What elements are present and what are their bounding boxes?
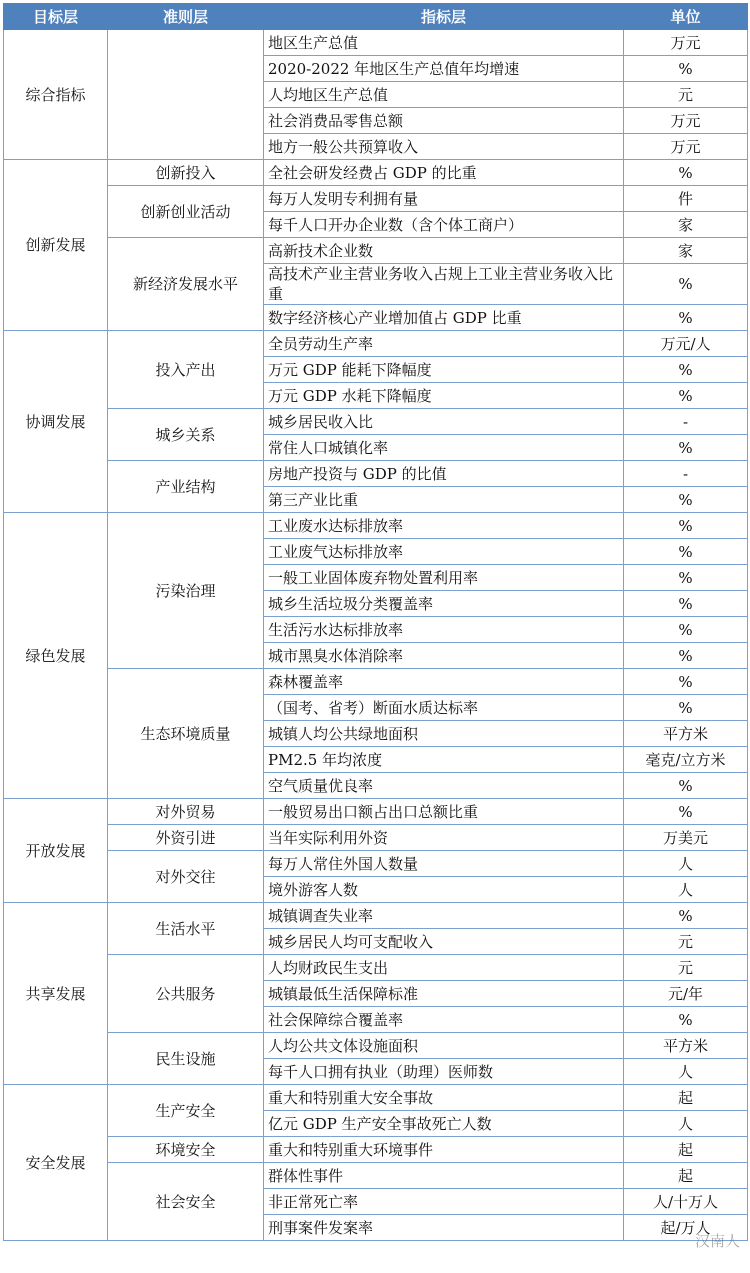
indicator-cell: 城镇最低生活保障标准 — [264, 981, 624, 1007]
unit-cell: % — [624, 773, 748, 799]
unit-cell: 件 — [624, 186, 748, 212]
unit-cell: 人 — [624, 851, 748, 877]
indicator-cell: 第三产业比重 — [264, 487, 624, 513]
indicator-cell: 人均财政民生支出 — [264, 955, 624, 981]
criteria-cell: 对外交往 — [108, 851, 264, 903]
criteria-cell: 污染治理 — [108, 513, 264, 669]
table-row — [4, 409, 748, 435]
table-row — [4, 331, 748, 357]
table-row — [4, 238, 748, 264]
criteria-cell: 对外贸易 — [108, 799, 264, 825]
table-row — [4, 669, 748, 695]
unit-cell: % — [624, 617, 748, 643]
indicator-cell: 刑事案件发案率 — [264, 1215, 624, 1241]
table-row — [4, 851, 748, 877]
indicator-cell: 重大和特别重大安全事故 — [264, 1085, 624, 1111]
unit-cell: 平方米 — [624, 1033, 748, 1059]
table-body — [4, 30, 748, 1241]
indicator-cell: 人均公共文体设施面积 — [264, 1033, 624, 1059]
unit-cell: 万美元 — [624, 825, 748, 851]
header-row — [4, 4, 748, 30]
unit-cell: 人 — [624, 1059, 748, 1085]
table-row — [4, 1085, 748, 1111]
unit-cell: 家 — [624, 238, 748, 264]
target-cell: 创新发展 — [4, 160, 108, 331]
criteria-cell: 环境安全 — [108, 1137, 264, 1163]
criteria-cell: 公共服务 — [108, 955, 264, 1033]
indicator-cell: 每万人常住外国人数量 — [264, 851, 624, 877]
target-cell: 开放发展 — [4, 799, 108, 903]
indicator-cell: 一般贸易出口额占出口总额比重 — [264, 799, 624, 825]
unit-cell: 人 — [624, 1111, 748, 1137]
table-row — [4, 186, 748, 212]
criteria-cell: 新经济发展水平 — [108, 238, 264, 331]
unit-cell: 毫克/立方米 — [624, 747, 748, 773]
unit-cell: % — [624, 56, 748, 82]
indicator-cell: 每万人发明专利拥有量 — [264, 186, 624, 212]
indicator-cell: 工业废水达标排放率 — [264, 513, 624, 539]
criteria-cell: 生产安全 — [108, 1085, 264, 1137]
indicator-cell: 2020-2022 年地区生产总值年均增速 — [264, 56, 624, 82]
target-cell: 安全发展 — [4, 1085, 108, 1241]
indicator-cell: 高新技术企业数 — [264, 238, 624, 264]
indicator-cell: 城镇调查失业率 — [264, 903, 624, 929]
indicator-cell: （国考、省考）断面水质达标率 — [264, 695, 624, 721]
indicator-cell: 全员劳动生产率 — [264, 331, 624, 357]
indicator-cell: 常住人口城镇化率 — [264, 435, 624, 461]
unit-cell: % — [624, 160, 748, 186]
watermark: 汉南人 — [694, 1232, 740, 1250]
indicator-cell: 地方一般公共预算收入 — [264, 134, 624, 160]
table-row — [4, 955, 748, 981]
table-row — [4, 1163, 748, 1189]
table-row — [4, 461, 748, 487]
unit-cell: % — [624, 799, 748, 825]
indicator-cell: 社会保障综合覆盖率 — [264, 1007, 624, 1033]
unit-cell: 起 — [624, 1163, 748, 1189]
criteria-cell — [108, 30, 264, 160]
indicator-cell: 高技术产业主营业务收入占规上工业主营业务收入比重 — [264, 264, 624, 305]
indicator-cell: 城乡居民人均可支配收入 — [264, 929, 624, 955]
indicator-cell: 境外游客人数 — [264, 877, 624, 903]
unit-cell: % — [624, 264, 748, 305]
indicator-cell: 空气质量优良率 — [264, 773, 624, 799]
unit-cell: % — [624, 695, 748, 721]
unit-cell: 人/十万人 — [624, 1189, 748, 1215]
unit-cell: 起/万人 — [624, 1215, 748, 1241]
unit-cell: 人 — [624, 877, 748, 903]
criteria-cell: 投入产出 — [108, 331, 264, 409]
unit-cell: 元 — [624, 955, 748, 981]
table-row — [4, 1137, 748, 1163]
unit-cell: 起 — [624, 1085, 748, 1111]
indicator-cell: 重大和特别重大环境事件 — [264, 1137, 624, 1163]
indicator-cell: 工业废气达标排放率 — [264, 539, 624, 565]
indicator-cell: 一般工业固体废弃物处置利用率 — [264, 565, 624, 591]
indicator-cell: 当年实际利用外资 — [264, 825, 624, 851]
indicator-cell: 森林覆盖率 — [264, 669, 624, 695]
header-indicator: 指标层 — [264, 4, 624, 30]
table-row — [4, 30, 748, 56]
unit-cell: 万元 — [624, 108, 748, 134]
unit-cell: % — [624, 305, 748, 331]
indicator-cell: 地区生产总值 — [264, 30, 624, 56]
criteria-cell: 城乡关系 — [108, 409, 264, 461]
unit-cell: 平方米 — [624, 721, 748, 747]
target-cell: 协调发展 — [4, 331, 108, 513]
target-cell: 绿色发展 — [4, 513, 108, 799]
unit-cell: 元 — [624, 82, 748, 108]
unit-cell: % — [624, 903, 748, 929]
indicator-cell: 城乡生活垃圾分类覆盖率 — [264, 591, 624, 617]
unit-cell: - — [624, 409, 748, 435]
indicator-cell: 亿元 GDP 生产安全事故死亡人数 — [264, 1111, 624, 1137]
indicator-cell: 全社会研发经费占 GDP 的比重 — [264, 160, 624, 186]
indicator-cell: 房地产投资与 GDP 的比值 — [264, 461, 624, 487]
criteria-cell: 生态环境质量 — [108, 669, 264, 799]
unit-cell: % — [624, 357, 748, 383]
table-row — [4, 825, 748, 851]
table-row — [4, 903, 748, 929]
unit-cell: % — [624, 1007, 748, 1033]
target-cell: 共享发展 — [4, 903, 108, 1085]
criteria-cell: 创新投入 — [108, 160, 264, 186]
indicator-table — [3, 3, 748, 1241]
criteria-cell: 民生设施 — [108, 1033, 264, 1085]
indicator-cell: 社会消费品零售总额 — [264, 108, 624, 134]
table-row — [4, 1033, 748, 1059]
table-row — [4, 160, 748, 186]
indicator-cell: 城镇人均公共绿地面积 — [264, 721, 624, 747]
unit-cell: % — [624, 669, 748, 695]
unit-cell: % — [624, 513, 748, 539]
unit-cell: 元 — [624, 929, 748, 955]
indicator-cell: 群体性事件 — [264, 1163, 624, 1189]
unit-cell: 元/年 — [624, 981, 748, 1007]
header-criteria: 准则层 — [108, 4, 264, 30]
unit-cell: 万元 — [624, 134, 748, 160]
unit-cell: 起 — [624, 1137, 748, 1163]
indicator-cell: 生活污水达标排放率 — [264, 617, 624, 643]
unit-cell: % — [624, 643, 748, 669]
unit-cell: % — [624, 591, 748, 617]
criteria-cell: 生活水平 — [108, 903, 264, 955]
unit-cell: 家 — [624, 212, 748, 238]
table-row — [4, 513, 748, 539]
criteria-cell: 创新创业活动 — [108, 186, 264, 238]
unit-cell: 万元/人 — [624, 331, 748, 357]
header-target: 目标层 — [4, 4, 108, 30]
criteria-cell: 外资引进 — [108, 825, 264, 851]
indicator-cell: 城市黑臭水体消除率 — [264, 643, 624, 669]
criteria-cell: 社会安全 — [108, 1163, 264, 1241]
indicator-cell: 万元 GDP 水耗下降幅度 — [264, 383, 624, 409]
indicator-cell: 每千人口开办企业数（含个体工商户） — [264, 212, 624, 238]
unit-cell: % — [624, 435, 748, 461]
unit-cell: % — [624, 565, 748, 591]
unit-cell: 万元 — [624, 30, 748, 56]
target-cell: 综合指标 — [4, 30, 108, 160]
unit-cell: % — [624, 487, 748, 513]
indicator-cell: 城乡居民收入比 — [264, 409, 624, 435]
indicator-cell: 每千人口拥有执业（助理）医师数 — [264, 1059, 624, 1085]
unit-cell: % — [624, 383, 748, 409]
unit-cell: - — [624, 461, 748, 487]
unit-cell: % — [624, 539, 748, 565]
indicator-cell: 万元 GDP 能耗下降幅度 — [264, 357, 624, 383]
table-row — [4, 799, 748, 825]
indicator-cell: 人均地区生产总值 — [264, 82, 624, 108]
indicator-cell: 非正常死亡率 — [264, 1189, 624, 1215]
criteria-cell: 产业结构 — [108, 461, 264, 513]
indicator-cell: PM2.5 年均浓度 — [264, 747, 624, 773]
indicator-cell: 数字经济核心产业增加值占 GDP 比重 — [264, 305, 624, 331]
header-unit: 单位 — [624, 4, 748, 30]
